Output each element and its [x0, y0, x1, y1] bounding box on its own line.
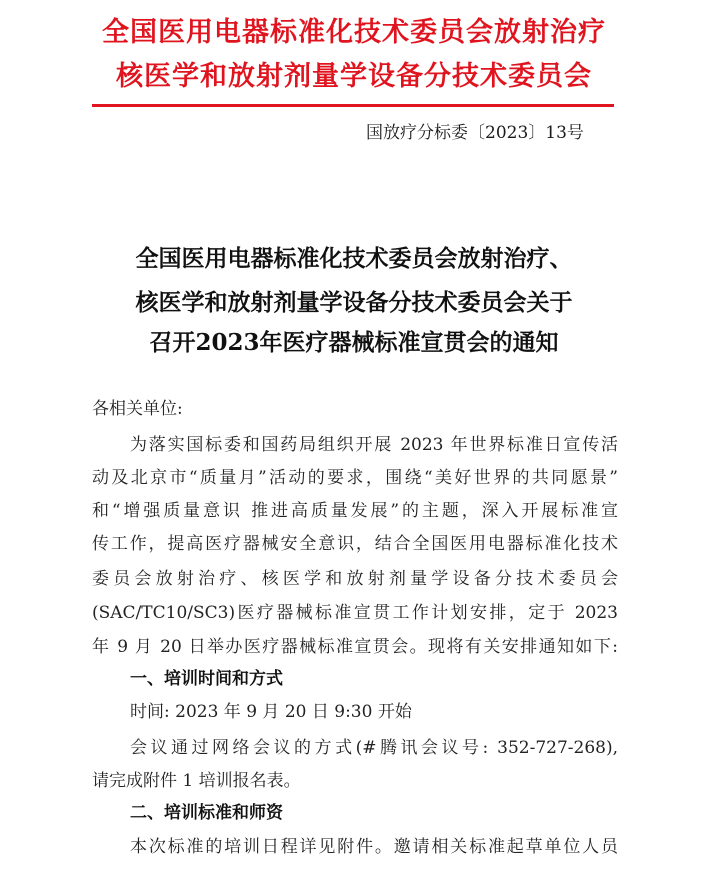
header-red-rule	[92, 104, 614, 107]
section-heading-2: 二、培训标准和师资	[130, 803, 283, 823]
intro-line: 传工作，提高医疗器械安全意识，结合全国医用电器标准化技术	[92, 534, 618, 554]
salutation: 各相关单位:	[92, 399, 183, 419]
section-2-line: 本次标准的培训日程详见附件。邀请相关标准起草单位人员	[130, 837, 618, 857]
training-method-line: 会议通过网络会议的方式(#腾讯会议号: 352-727-268),	[130, 738, 618, 758]
document-number: 国放疗分标委〔2023〕13号	[366, 123, 584, 143]
intro-line: 动及北京市“质量月”活动的要求，围绕“美好世界的共同愿景”	[92, 468, 618, 488]
intro-line: 为落实国标委和国药局组织开展 2023 年世界标准日宣传活	[130, 435, 618, 455]
training-time: 时间: 2023 年 9 月 20 日 9:30 开始	[130, 702, 412, 722]
intro-line: (SAC/TC10/SC3)医疗器械标准宣贯工作计划安排，定于 2023	[92, 603, 618, 623]
issuer-header-line-2: 核医学和放射剂量学设备分技术委员会	[116, 61, 592, 92]
notice-title-line-2: 核医学和放射剂量学设备分技术委员会关于	[135, 289, 573, 316]
notice-title-line-3: 召开2023年医疗器械标准宣贯会的通知	[149, 329, 559, 356]
training-method-line: 请完成附件 1 培训报名表。	[92, 771, 301, 791]
notice-title-line-1: 全国医用电器标准化技术委员会放射治疗、	[135, 245, 573, 272]
intro-line: 和“增强质量意识 推进高质量发展”的主题，深入开展标准宣	[92, 501, 618, 521]
intro-line: 委员会放射治疗、核医学和放射剂量学设备分技术委员会	[92, 569, 618, 589]
section-heading-1: 一、培训时间和方式	[130, 669, 283, 689]
issuer-header-line-1: 全国医用电器标准化技术委员会放射治疗	[102, 17, 606, 48]
intro-line: 年 9 月 20 日举办医疗器械标准宣贯会。现将有关安排通知如下:	[92, 637, 618, 657]
